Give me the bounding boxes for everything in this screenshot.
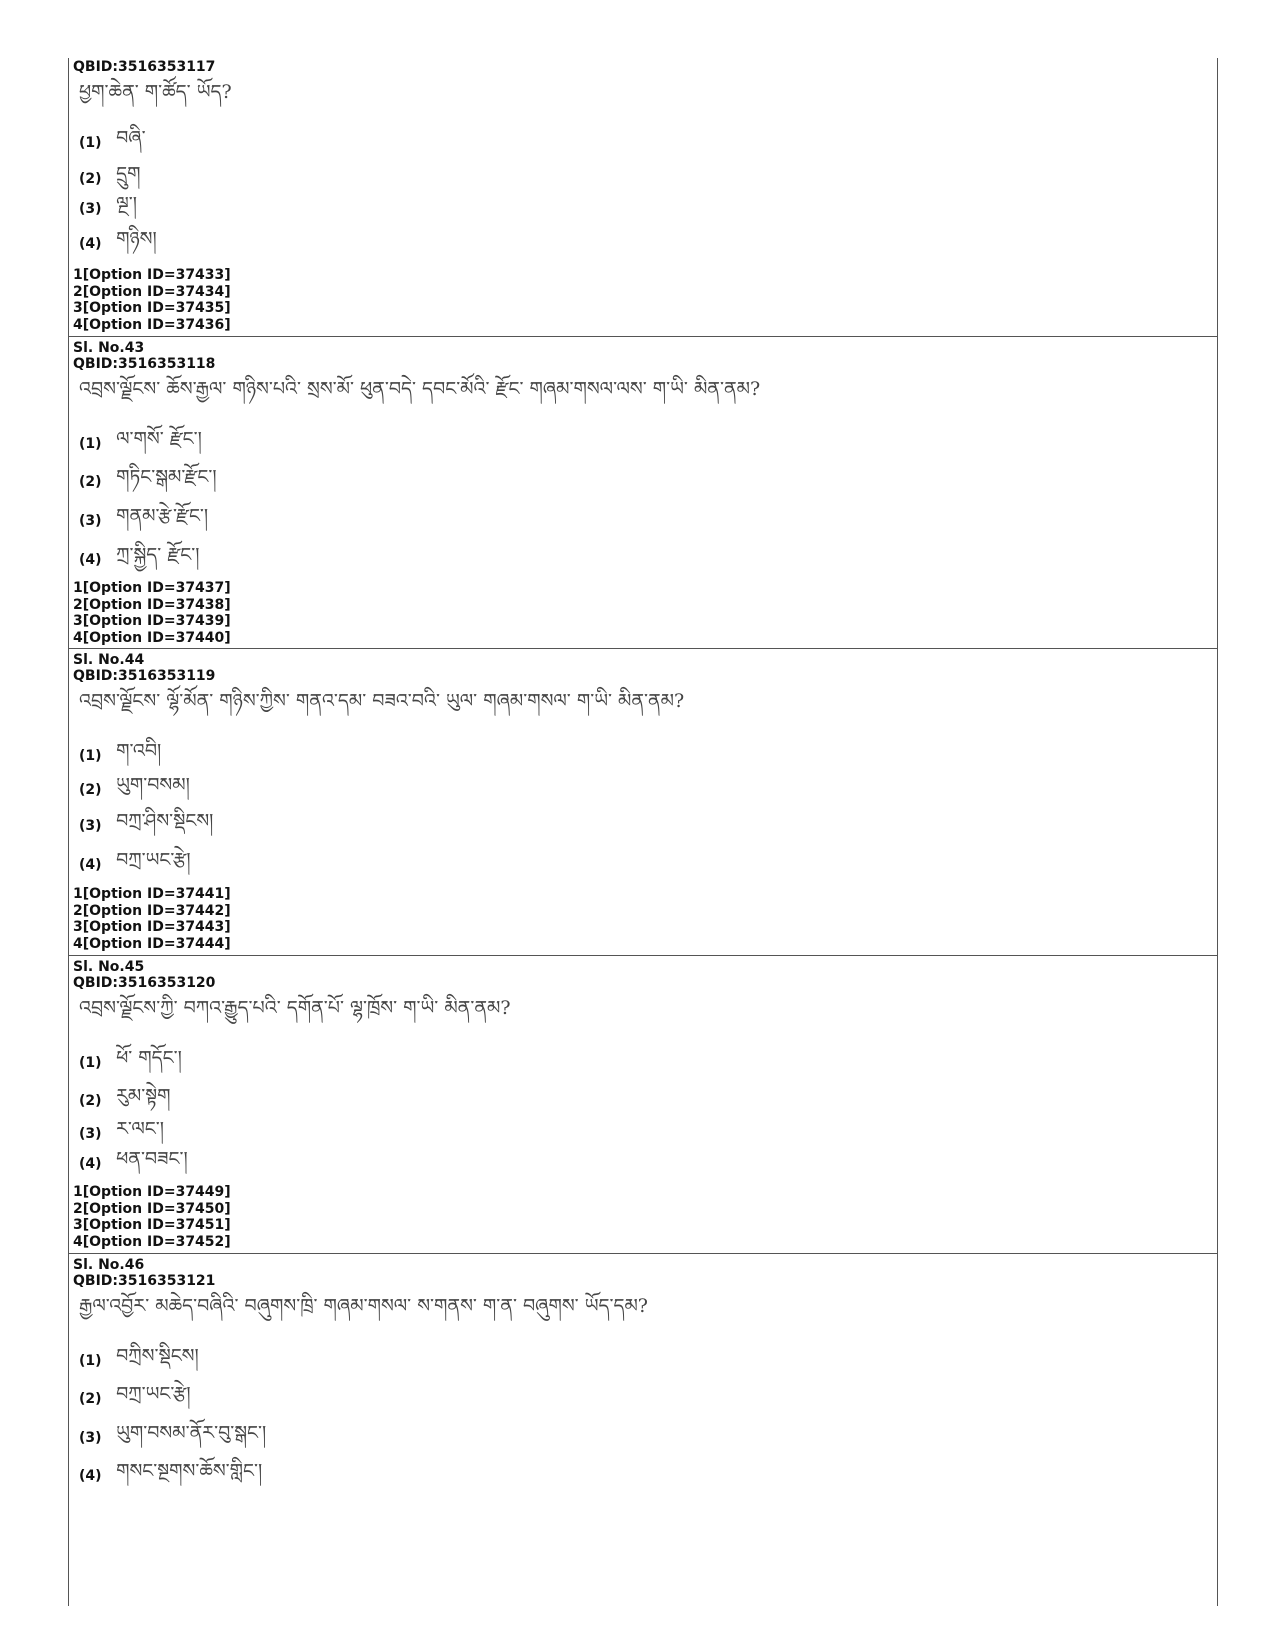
option-item: [79, 1137, 188, 1172]
option-id: 2[Option ID=37442]: [73, 902, 231, 919]
option-text: བཞི་: [116, 127, 146, 149]
option-id: 3[Option ID=37439]: [73, 613, 231, 629]
option-item: [79, 533, 200, 568]
option-number: (3): [79, 818, 102, 834]
option-item: [79, 1074, 171, 1109]
option-item: [79, 455, 217, 490]
question-block: [69, 58, 1217, 336]
option-text: ཕན་བཟང་།: [116, 1148, 188, 1170]
option-id: 2[Option ID=37438]: [73, 596, 231, 613]
option-text: གཏིང་སྒམ་རྫོང་།: [116, 466, 217, 488]
option-id-list: [73, 580, 231, 646]
option-text: གསང་སྔགས་ཆོས་གླིང་།: [116, 1460, 263, 1482]
option-number: (3): [79, 1126, 102, 1142]
option-id: 4[Option ID=37440]: [73, 629, 231, 646]
option-item: [79, 182, 137, 217]
question-block: [69, 336, 1217, 649]
option-id: 3[Option ID=37443]: [73, 919, 231, 935]
qbid: QBID:3516353117: [73, 59, 216, 75]
option-number: (1): [79, 436, 102, 452]
option-number: (3): [79, 201, 102, 217]
option-number: (2): [79, 474, 102, 490]
option-text: གནམ་རྩེ་རྫོང་།: [116, 505, 209, 527]
option-number: (3): [79, 1430, 102, 1446]
serial-number: Sl. No.44: [73, 652, 145, 668]
option-text: ལ་གསོ་ རྫོང་།: [116, 428, 202, 450]
option-text: བཀྲ་ཤིས་སྡིངས།: [116, 810, 214, 832]
option-item: [79, 494, 209, 529]
option-id: 4[Option ID=37436]: [73, 316, 231, 333]
option-number: (4): [79, 1468, 102, 1484]
question-text: འབྲས་ལྗོངས་ ལྷོ་མོན་ གཉིས་ཀྱིས་ གནའ་དམ་ བཟའ་བའི་ ཡུལ་ གཞམ་གསལ་ ག་ཡི་ མིན་ནམ?: [79, 690, 685, 712]
option-text: བཀྲིས་སྡིངས།: [116, 1345, 199, 1367]
option-item: [79, 1372, 191, 1407]
option-id: 4[Option ID=37452]: [73, 1233, 231, 1250]
option-item: [79, 1449, 263, 1484]
option-id: 3[Option ID=37451]: [73, 1217, 231, 1233]
option-number: (4): [79, 236, 102, 252]
option-number: (3): [79, 513, 102, 529]
question-text: ཕྱག་ཆེན་ ག་ཚོད་ ཡོད?: [79, 81, 232, 103]
option-id: 1[Option ID=37433]: [73, 267, 231, 283]
serial-number: Sl. No.45: [73, 959, 145, 975]
option-item: [79, 417, 202, 452]
option-item: [79, 116, 146, 151]
option-number: (1): [79, 135, 102, 151]
option-item: [79, 799, 214, 834]
option-text: ཡུག་བསམ་ནོར་བུ་སྒང་།: [116, 1422, 267, 1444]
qbid: QBID:3516353119: [73, 668, 216, 684]
option-number: (4): [79, 1156, 102, 1172]
option-item: [79, 152, 141, 187]
option-number: (4): [79, 857, 102, 873]
option-number: (1): [79, 748, 102, 764]
option-number: (1): [79, 1055, 102, 1071]
option-item: [79, 838, 191, 873]
option-text: ཡུག་བསམ།: [116, 774, 190, 796]
question-block: [69, 955, 1217, 1254]
option-number: (4): [79, 552, 102, 568]
option-item: [79, 763, 190, 798]
question-block: [69, 1253, 1217, 1607]
qbid: QBID:3516353120: [73, 975, 216, 991]
qbid: QBID:3516353118: [73, 356, 216, 372]
option-item: [79, 729, 162, 764]
option-id: 3[Option ID=37435]: [73, 300, 231, 316]
qbid: QBID:3516353121: [73, 1273, 216, 1289]
option-text: ར་ལང་།: [116, 1118, 164, 1140]
serial-number: Sl. No.43: [73, 340, 145, 356]
option-id: 2[Option ID=37450]: [73, 1200, 231, 1217]
option-number: (1): [79, 1353, 102, 1369]
option-item: [79, 217, 157, 252]
serial-number: Sl. No.46: [73, 1257, 145, 1273]
option-text: ལྔ་།: [116, 193, 137, 215]
option-text: ཕོ་ གདོང་།: [116, 1047, 182, 1069]
option-id-list: [73, 886, 231, 952]
option-number: (2): [79, 171, 102, 187]
option-text: བཀྲ་ཡང་རྩེ།: [116, 1383, 191, 1405]
option-id: 4[Option ID=37444]: [73, 935, 231, 952]
question-text: རྒྱལ་འབྱོར་ མཆེད་བཞིའི་ བཞུགས་ཁྲི་ གཞམ་གསལ་ ས་གནས་ ག་ན་ བཞུགས་ ཡོད་དམ?: [79, 1295, 648, 1317]
option-text: གཉིས།: [116, 228, 157, 250]
option-id: 2[Option ID=37434]: [73, 283, 231, 300]
option-number: (2): [79, 782, 102, 798]
option-number: (2): [79, 1391, 102, 1407]
question-text: འབྲས་ལྗོངས་ཀྱི་ བཀའ་རྒྱུད་པའི་ དགོན་པོ་ ལྷ་ཁྲོས་ ག་ཡི་ མིན་ནམ?: [79, 997, 511, 1019]
option-id-list: [73, 1184, 231, 1250]
option-item: [79, 1107, 164, 1142]
option-id: 1[Option ID=37449]: [73, 1184, 231, 1200]
option-id: 1[Option ID=37441]: [73, 886, 231, 902]
option-text: དྲུག: [116, 163, 141, 185]
option-text: རུམ་སྟེག: [116, 1085, 171, 1107]
option-text: ཀྲ་སྐྱིད་ རྫོང་།: [116, 544, 200, 566]
question-text: འབྲས་ལྗོངས་ ཆོས་རྒྱལ་ གཉིས་པའི་ སྲས་མོ་ ཕུན་བདེ་ དབང་མོའི་ རྫོང་ གཞམ་གསལ་ལས་ ག་ཡི་ མིན་ནམ?: [79, 378, 761, 400]
question-sheet: [68, 58, 1218, 1606]
option-item: [79, 1036, 182, 1071]
option-text: བཀྲ་ཡང་རྩེ།: [116, 849, 191, 871]
option-item: [79, 1411, 267, 1446]
option-id-list: [73, 267, 231, 333]
option-id: 1[Option ID=37437]: [73, 580, 231, 596]
option-number: (2): [79, 1093, 102, 1109]
option-item: [79, 1334, 199, 1369]
option-text: ག་འབི།: [116, 740, 162, 762]
question-block: [69, 648, 1217, 956]
